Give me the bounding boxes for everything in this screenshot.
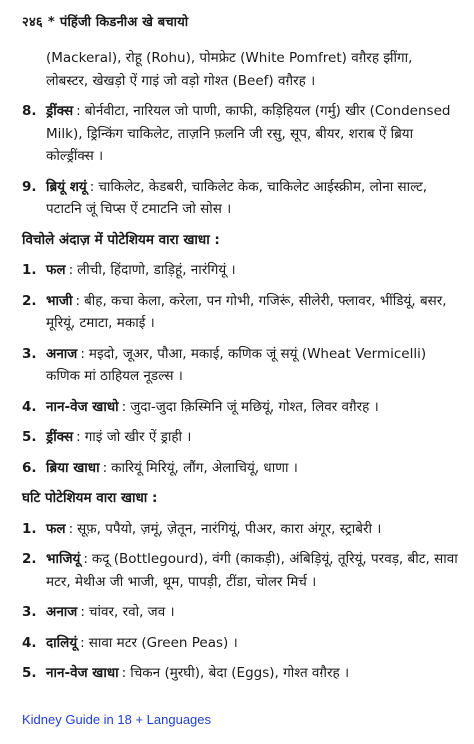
list-item [22,518,458,541]
item-text: बोर्नवीटा, नारियल जो पाणी, काफी, कड़िहियल (गर्मु) खीर (Condensed Milk), ड्रिन्किंग चाकिलेट, ताज़नि फ़लनि जी रसु, सूप, बीयर, शराब ऐं ब्रिया कोल्ड्रींक्स । [46,103,451,164]
item-text: मइदो, जूअर, पौआ, मकाई, कणिक जूं सयूं (Wheat Vermicelli) कणिक मां ठाहियल नूडल्स । [46,345,427,384]
item-text: लीची, हिंदाणो, डाड़िहूं, नारंगियूं । [77,262,236,278]
item-colon: : [68,262,74,278]
item-number: 1. [22,520,37,537]
item-text: सूफ़, पपैयो, ज़मूं, ज़ेतून, नारंगियूं, पीअर, कारा अंगूर, स्ट्राबेरी । [77,520,382,537]
item-text: जुदा-जुदा क़िस्मिनि जूं मछियूं, गोश्त, लिवर वग़ैरह । [130,398,379,415]
item-label: अनाज [46,345,78,362]
item-label: ब्रियूं शयूं [46,178,87,195]
item-colon: : [80,345,85,362]
item-colon: : [89,178,95,195]
item-text: कारियूं मिरियूं, लौंग, अेलाचियूं, धाणा । [111,459,298,476]
book-title: पंहिंजी किडनीअ खे बचायो [59,15,189,30]
item-colon: : [121,665,127,681]
list-item [22,343,458,388]
item-label: नान-वेज खाधो [46,398,119,415]
footer-caption: Kidney Guide in 18 + Languages [22,712,212,727]
page-number: २४६ [22,15,43,30]
item-number: 2. [22,292,37,309]
item-label: भाजियूं [46,551,81,567]
item-number: 4. [22,398,37,415]
item-text: सावा मटर (Green Peas) । [88,634,238,651]
item-colon: : [80,634,85,651]
list-item [22,100,458,168]
item-colon: : [83,551,88,567]
item-label: ब्रिया खाधा [46,459,100,476]
item-number: 3. [22,604,37,620]
item-colon: : [80,604,85,620]
item-text: चिकन (मुरघी), बेदा (Eggs), गोश्त वग़ैरह । [130,665,350,681]
item-label: नान-वेज खाधा [46,665,119,681]
item-colon: : [121,398,127,415]
item-number: 8. [22,103,37,119]
header-separator: * [47,15,55,30]
item-text: चाकिलेट, केडबरी, चाकिलेट केक, चाकिलेट आईस्क्रीम, लोना साल्ट, पटाटनि जूं चिप्स ऐं टमाटनि जो सोस । [46,178,428,217]
item-label: ड्रींक्स [46,429,74,445]
list-item [22,548,458,593]
item-number: 4. [22,634,37,651]
item-colon: : [102,459,108,476]
item-label: फल [46,262,66,278]
item-label: भाजी [46,292,73,309]
list-item [22,396,458,419]
section-heading-medium-potassium: विचोले अंदाज़ में पोटेशियम वारा खाधा : [22,231,220,248]
item-text: चांवर, रवो, जव । [88,604,175,620]
page-content [22,47,458,693]
item-number: 1. [22,262,37,278]
item-label: फल [46,520,66,537]
item-label: अनाज [46,604,78,620]
page-header [22,12,188,30]
item-text: कदू (Bottlegourd), वंगी (काकड़ी), अंबिड़ियूं, तूरियूं, परवड़, बीट, सावा मटर, मेथीअ जी भाजी, थूम, पापड़ी, टींडा, चोलर मिर्च । [46,551,458,590]
list-item [22,290,458,335]
list-item [22,259,458,282]
item-number: 5. [22,665,37,681]
item-number: 3. [22,345,37,362]
list-item [22,426,458,449]
item-colon: : [76,429,81,445]
item-label: दालियूं [46,634,78,651]
list-item [22,662,458,685]
continuation-paragraph: (Mackeral), रोहू (Rohu), पोमफ्रेट (White Pomfret) वग़ैरह झींगा, लोबस्टर, खेखड़ो ऐं गाइं जो वड़ो गोश्त (Beef) वग़ैरह । [46,50,413,89]
item-text: गाइं जो खीर ऐं ड्राही । [84,429,192,445]
item-number: 9. [22,178,37,195]
item-text: बीह, कचा केला, करेला, पन गोभी, गजिरूं, सीलेरी, फ्लावर, भींडियूं, बसर, मूरियूं, टमाटा, मकाई । [46,292,447,331]
item-colon: : [68,520,74,537]
item-colon: : [76,103,81,119]
item-number: 2. [22,551,37,567]
item-label: ड्रींक्स [46,103,74,119]
section-heading-low-potassium: घटि पोटेशियम वारा खाधा : [22,490,158,506]
item-colon: : [75,292,81,309]
list-item [22,632,458,655]
item-number: 5. [22,429,37,445]
list-item [22,601,458,624]
list-item [22,457,458,480]
item-number: 6. [22,459,37,476]
list-item [22,176,458,221]
